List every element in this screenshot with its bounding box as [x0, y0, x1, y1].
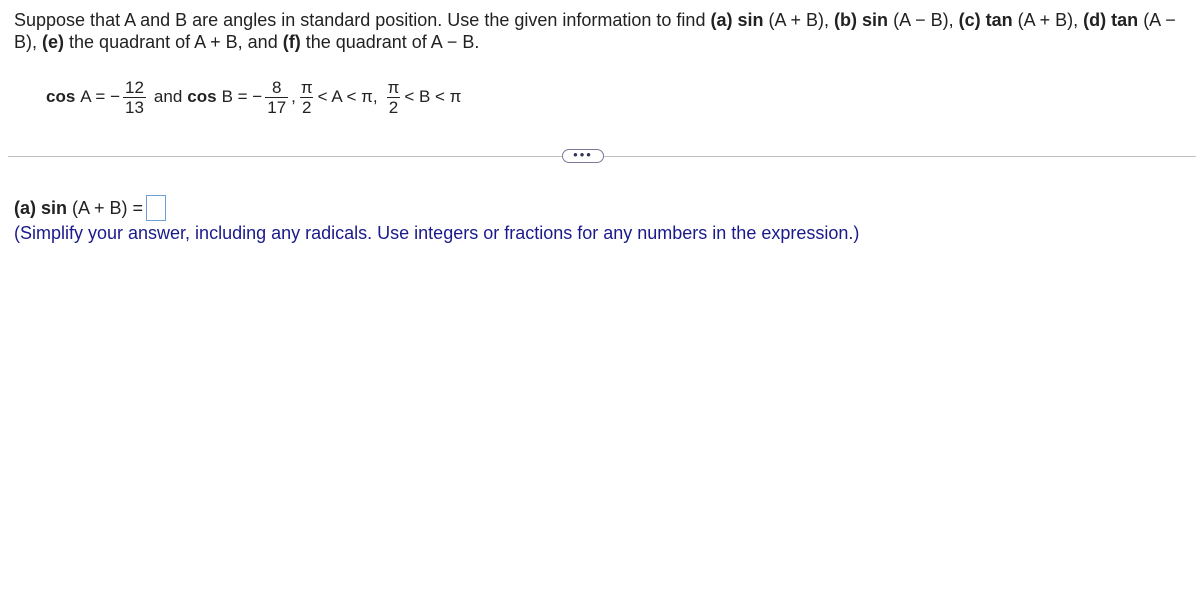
pi-numerator-b: π: [387, 77, 400, 97]
answer-expression: (A + B) =: [72, 197, 144, 218]
problem-statement: [14, 9, 1189, 53]
pi-denominator-b: 2: [388, 97, 399, 117]
angle-b-condition: < B < π: [404, 87, 462, 106]
cos-b-denominator: 17: [267, 97, 287, 117]
angle-a-condition: < A < π,: [317, 87, 378, 106]
part-c-function: tan: [985, 10, 1013, 30]
part-a-label: (a): [710, 10, 733, 30]
part-c-label: (c): [958, 10, 981, 30]
answer-input-box[interactable]: [146, 195, 166, 221]
cos-b-numerator: 8: [271, 77, 282, 97]
cos-a-numerator: 12: [125, 77, 144, 97]
cos-b-fraction: [265, 78, 288, 117]
part-a-argument: (A + B),: [768, 10, 835, 30]
cos-a-fraction: [123, 78, 146, 117]
part-b-label: (b): [834, 10, 858, 30]
part-b-argument: (A − B),: [893, 10, 959, 30]
cos-a-function: cos: [46, 87, 76, 106]
pi-denominator-a: 2: [302, 97, 312, 117]
more-options-button[interactable]: •••: [562, 149, 604, 163]
cos-b-function: cos: [187, 87, 217, 106]
part-e-label: (e): [42, 32, 65, 52]
part-d-label: (d): [1083, 10, 1107, 30]
problem-intro-text: Suppose that A and B are angles in standard position. Use the given information to find: [14, 10, 711, 30]
part-d-function: tan: [1111, 10, 1139, 30]
answer-hint: (Simplify your answer, including any radicals. Use integers or fractions for any numbers in the expression.): [14, 223, 860, 243]
answer-part-a-label: (a): [14, 197, 36, 218]
comma: ,: [291, 87, 296, 106]
and-word: and: [153, 87, 183, 106]
cos-a-lhs: A = −: [80, 87, 120, 106]
part-a-function: sin: [737, 10, 764, 30]
part-d-argument: (A − B),: [14, 10, 1176, 52]
part-f-text: the quadrant of A − B.: [305, 32, 480, 52]
part-e-text: the quadrant of A + B, and: [69, 32, 283, 52]
pi-numerator-a: π: [300, 77, 313, 97]
answer-sin-function: sin: [41, 197, 68, 218]
part-b-function: sin: [862, 10, 889, 30]
pi-over-2-fraction-a: [299, 78, 315, 117]
part-c-argument: (A + B),: [1017, 10, 1084, 30]
cos-a-denominator: 13: [125, 97, 144, 117]
pi-over-2-fraction-b: [386, 78, 402, 117]
given-information: [46, 72, 461, 122]
cos-b-lhs: B = −: [221, 87, 263, 106]
part-f-label: (f): [282, 32, 301, 52]
part-a-answer-row: [14, 195, 166, 221]
